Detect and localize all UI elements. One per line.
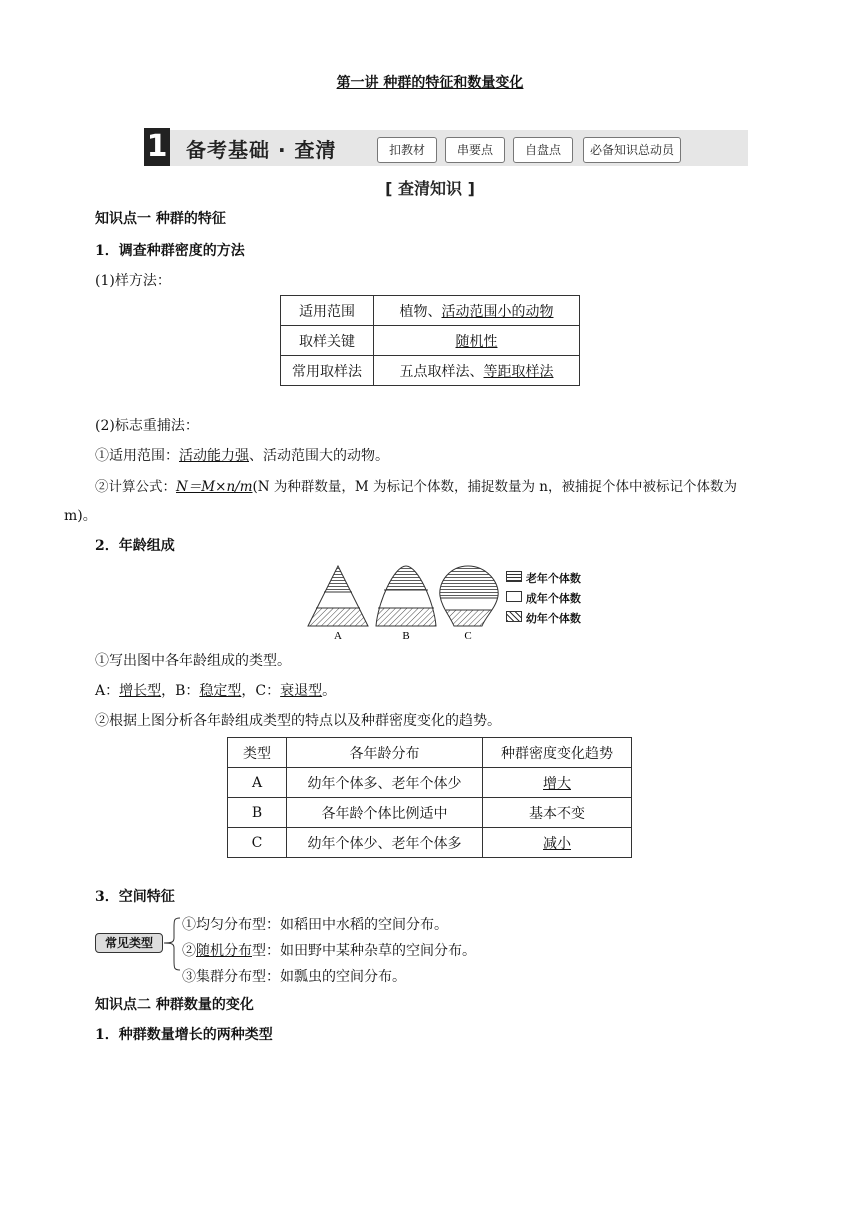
- table-cell: 幼年个体多、老年个体少: [287, 768, 483, 798]
- question-1: ①写出图中各年龄组成的类型。: [95, 653, 291, 669]
- table-cell: 随机性: [374, 326, 580, 356]
- formula-wrap: m)。: [64, 508, 97, 524]
- quadrat-method-label: (1)样方法：: [95, 273, 171, 289]
- spatial-type-random: ②随机分布型：如田野中某种杂草的空间分布。: [182, 943, 476, 959]
- table-row: [228, 798, 632, 828]
- kp2-s1-heading: 1．种群数量增长的两种类型: [95, 1027, 273, 1043]
- section-number: 1: [144, 128, 170, 166]
- legend-old: 老年个体数: [506, 570, 581, 586]
- mark-recapture-formula: ②计算公式：N＝M×n/m(N 为种群数量，M 为标记个体数，捕捉数量为 n，被捕捉个体中被标记个体数为: [95, 479, 737, 495]
- answer-1: A：增长型，B：稳定型，C：衰退型。: [95, 683, 337, 699]
- pyramid-b: [370, 562, 450, 628]
- page-title: 第一讲 种群的特征和数量变化: [336, 75, 524, 91]
- table-cell: A: [228, 768, 287, 798]
- spatial-type-uniform: ①均匀分布型：如稻田中水稻的空间分布。: [182, 917, 448, 933]
- section-banner-title: 备考基础 · 查清: [186, 138, 337, 162]
- tab-textbook[interactable]: 扣教材: [377, 137, 437, 163]
- kp1-s3-heading: 3．空间特征: [95, 889, 175, 905]
- table-cell: 常用取样法: [281, 356, 374, 386]
- legend-young: 幼年个体数: [506, 610, 581, 626]
- mark-recapture-label: (2)标志重捕法：: [95, 418, 199, 434]
- kp1-s1-heading: 1．调查种群密度的方法: [95, 243, 245, 259]
- section-subheading: [ 查清知识 ]: [385, 179, 475, 198]
- age-table: [227, 737, 632, 858]
- table-cell: C: [228, 828, 287, 858]
- table-cell: 五点取样法、等距取样法: [374, 356, 580, 386]
- table-cell: 减小: [483, 828, 632, 858]
- table-cell: 植物、活动范围小的动物: [374, 296, 580, 326]
- tab-key-points[interactable]: 串要点: [445, 137, 505, 163]
- question-2: ②根据上图分析各年龄组成类型的特点以及种群密度变化的趋势。: [95, 713, 501, 729]
- table-cell: 基本不变: [483, 798, 632, 828]
- quadrat-table: [280, 295, 580, 386]
- table-cell: 适用范围: [281, 296, 374, 326]
- table-cell: 取样关键: [281, 326, 374, 356]
- table-header: 种群密度变化趋势: [483, 738, 632, 768]
- pyramid-label-c: C: [464, 630, 472, 642]
- table-header: 各年龄分布: [287, 738, 483, 768]
- table-header: 类型: [228, 738, 287, 768]
- pyramid-label-b: B: [402, 630, 410, 642]
- common-types-tag: 常见类型: [95, 933, 163, 953]
- kp1-s2-heading: 2．年龄组成: [95, 538, 175, 554]
- table-cell: B: [228, 798, 287, 828]
- brace-icon: [162, 914, 184, 974]
- tab-self-check[interactable]: 自盘点: [513, 137, 573, 163]
- table-row: [281, 326, 580, 356]
- spatial-type-clumped: ③集群分布型：如瓢虫的空间分布。: [182, 969, 406, 985]
- table-cell: 各年龄个体比例适中: [287, 798, 483, 828]
- kp1-heading: 知识点一 种群的特征: [95, 211, 226, 227]
- table-cell: 增大: [483, 768, 632, 798]
- legend-adult: 成年个体数: [506, 590, 581, 606]
- tab-essential-knowledge[interactable]: 必备知识总动员: [583, 137, 681, 163]
- pyramid-label-a: A: [334, 630, 342, 642]
- table-row: [228, 828, 632, 858]
- table-cell: 幼年个体少、老年个体多: [287, 828, 483, 858]
- table-row: [281, 296, 580, 326]
- table-row: [281, 356, 580, 386]
- mark-recapture-scope: ①适用范围：活动能力强、活动范围大的动物。: [95, 448, 389, 464]
- kp2-heading: 知识点二 种群数量的变化: [95, 997, 254, 1013]
- table-row: [228, 768, 632, 798]
- table-header-row: [228, 738, 632, 768]
